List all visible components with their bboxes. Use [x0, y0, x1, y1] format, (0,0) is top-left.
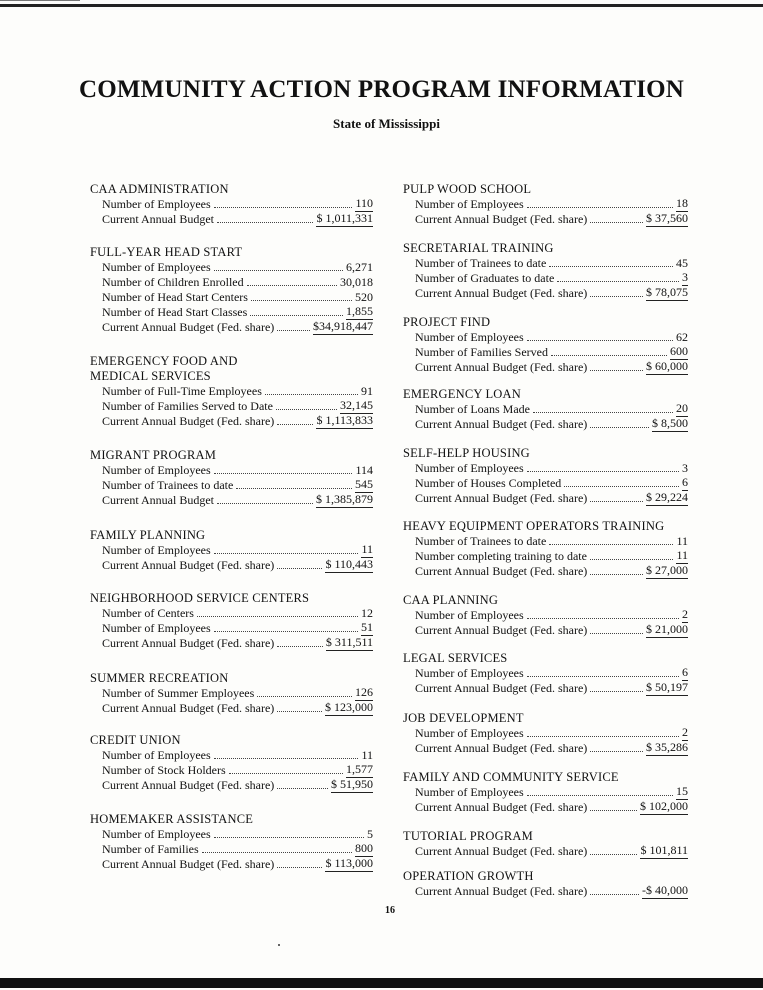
- section-title: OPERATION GROWTH: [403, 869, 534, 883]
- stat-row: [415, 681, 688, 696]
- section-title: NEIGHBORHOOD SERVICE CENTERS: [90, 591, 310, 605]
- stat-value: 6,271: [346, 260, 373, 274]
- stat-value: $ 123,000: [325, 700, 373, 714]
- dot-leader: [527, 340, 673, 341]
- dot-leader: [527, 471, 679, 472]
- bottom-rule: [0, 978, 763, 988]
- dot-leader: [197, 616, 358, 617]
- section-project-find: [403, 315, 688, 375]
- dot-leader: [214, 758, 359, 759]
- dot-leader: [277, 424, 313, 425]
- stat-row: [415, 197, 688, 212]
- print-speck: [278, 944, 280, 946]
- stat-value: 545: [355, 477, 373, 491]
- stat-row: [102, 857, 373, 872]
- stat-value: $ 1,011,331: [316, 211, 373, 225]
- dot-leader: [590, 370, 643, 371]
- stat-label: Number of Employees: [415, 666, 524, 680]
- stat-label: Current Annual Budget (Fed. share): [102, 778, 275, 792]
- stat-label: Number of Houses Completed: [415, 476, 562, 490]
- top-edge-mark: [0, 0, 80, 1]
- dot-leader: [590, 222, 643, 223]
- section-title: SELF-HELP HOUSING: [403, 446, 530, 460]
- stat-row: [415, 461, 688, 476]
- stat-row: [415, 726, 688, 741]
- stat-label: Number of Loans Made: [415, 402, 530, 416]
- section-caa-planning: [403, 593, 688, 638]
- dot-leader: [590, 559, 673, 560]
- page-subtitle: State of Mississippi: [333, 116, 440, 131]
- section-title: SUMMER RECREATION: [90, 671, 229, 685]
- page-number: 16: [385, 905, 395, 916]
- stat-row: [102, 621, 373, 636]
- stat-row: [102, 748, 373, 763]
- page-title: COMMUNITY ACTION PROGRAM INFORMATION: [78, 76, 685, 103]
- dot-leader: [590, 633, 643, 634]
- stat-label: Number of Families: [102, 842, 199, 856]
- stat-value: 20: [676, 401, 688, 415]
- section-title: EMERGENCY LOAN: [403, 387, 521, 401]
- stat-value: $ 37,560: [646, 211, 688, 225]
- dot-leader: [265, 394, 358, 395]
- stat-row: [415, 212, 688, 227]
- stat-row: [415, 785, 688, 800]
- stat-label: Number of Employees: [102, 543, 211, 557]
- section-emergency-food-and-medical-services: [90, 354, 373, 429]
- section-family-planning: [90, 528, 373, 573]
- stat-row: [415, 345, 688, 360]
- stat-value: 2: [682, 607, 688, 621]
- section-title: SECRETARIAL TRAINING: [403, 241, 554, 255]
- section-emergency-loan: [403, 387, 688, 432]
- stat-value: $ 50,197: [646, 680, 688, 694]
- stat-label: Current Annual Budget (Fed. share): [102, 857, 275, 871]
- section-job-development: [403, 711, 688, 756]
- dot-leader: [202, 852, 352, 853]
- stat-value: $ 29,224: [646, 490, 688, 504]
- stat-label: Current Annual Budget (Fed. share): [102, 636, 275, 650]
- stat-label: Number of Employees: [415, 726, 524, 740]
- dot-leader: [549, 544, 673, 545]
- stat-row: [415, 800, 688, 815]
- stat-row: [102, 197, 373, 212]
- dot-leader: [590, 574, 643, 575]
- stat-label: Number of Employees: [102, 621, 211, 635]
- section-neighborhood-service-centers: [90, 591, 373, 651]
- stat-label: Current Annual Budget (Fed. share): [415, 417, 588, 431]
- stat-label: Number of Summer Employees: [102, 686, 255, 700]
- stat-label: Number of Families Served: [415, 345, 548, 359]
- stat-row: [415, 608, 688, 623]
- stat-row: [102, 275, 373, 290]
- dot-leader: [590, 751, 643, 752]
- stat-value: $ 1,113,833: [316, 413, 373, 427]
- dot-leader: [217, 503, 313, 504]
- stat-row: [102, 636, 373, 651]
- stat-value: $ 21,000: [646, 622, 688, 636]
- stat-value: $ 101,811: [640, 843, 688, 857]
- stat-value: 6: [682, 665, 688, 679]
- dot-leader: [590, 427, 649, 428]
- dot-leader: [527, 795, 673, 796]
- dot-leader: [251, 300, 352, 301]
- stat-row: [415, 534, 688, 549]
- stat-row: [415, 884, 688, 899]
- stat-value: 1,855: [346, 304, 373, 318]
- stat-value: 3: [682, 270, 688, 284]
- stat-value: 520: [355, 290, 373, 304]
- stat-label: Current Annual Budget (Fed. share): [415, 286, 588, 300]
- dot-leader: [590, 501, 643, 502]
- stat-row: [102, 305, 373, 320]
- dot-leader: [236, 488, 352, 489]
- section-heavy-equipment-operators-training: [403, 519, 688, 579]
- stat-label: Current Annual Budget (Fed. share): [415, 800, 588, 814]
- stat-value: 126: [355, 685, 373, 699]
- section-homemaker-assistance: [90, 812, 373, 872]
- stat-label: Current Annual Budget (Fed. share): [415, 844, 588, 858]
- dot-leader: [214, 553, 359, 554]
- stat-label: Current Annual Budget (Fed. share): [102, 558, 275, 572]
- stat-label: Number of Children Enrolled: [102, 275, 244, 289]
- dot-leader: [247, 285, 337, 286]
- stat-value: $ 110,443: [325, 557, 373, 571]
- stat-value: 1,577: [346, 762, 373, 776]
- dot-leader: [250, 315, 343, 316]
- stat-label: Number of Employees: [415, 461, 524, 475]
- stat-value: 11: [676, 534, 688, 548]
- stat-value: 30,018: [340, 275, 373, 289]
- section-operation-growth: [403, 869, 688, 899]
- stat-row: [415, 844, 688, 859]
- dot-leader: [527, 676, 679, 677]
- section-title: HOMEMAKER ASSISTANCE: [90, 812, 254, 826]
- stat-row: [102, 778, 373, 793]
- stat-value: 32,145: [340, 398, 373, 412]
- stat-value: 45: [676, 256, 688, 270]
- stat-label: Number of Employees: [415, 197, 524, 211]
- stat-row: [415, 491, 688, 506]
- stat-value: 51: [361, 620, 373, 634]
- section-caa-administration: [90, 182, 373, 227]
- stat-label: Number of Stock Holders: [102, 763, 226, 777]
- stat-label: Number of Families Served to Date: [102, 399, 273, 413]
- dot-leader: [564, 486, 679, 487]
- stat-row: [102, 463, 373, 478]
- stat-row: [102, 478, 373, 493]
- stat-label: Number of Trainees to date: [102, 478, 234, 492]
- dot-leader: [276, 409, 337, 410]
- section-title: FAMILY AND COMMUNITY SERVICE: [403, 770, 619, 784]
- stat-label: Number completing training to date: [415, 549, 587, 563]
- stat-row: [415, 417, 688, 432]
- dot-leader: [590, 296, 643, 297]
- stat-value: $ 35,286: [646, 740, 688, 754]
- stat-label: Number of Graduates to date: [415, 271, 555, 285]
- stat-label: Current Annual Budget: [102, 493, 214, 507]
- stat-value: 6: [682, 475, 688, 489]
- stat-value: 62: [676, 330, 688, 344]
- dot-leader: [590, 854, 637, 855]
- dot-leader: [527, 618, 679, 619]
- stat-label: Number of Centers: [102, 606, 194, 620]
- dot-leader: [277, 646, 323, 647]
- dot-leader: [214, 473, 353, 474]
- section-title: FULL-YEAR HEAD START: [90, 245, 243, 259]
- stat-row: [102, 606, 373, 621]
- section-title: PULP WOOD SCHOOL: [403, 182, 532, 196]
- section-full-year-head-start: [90, 245, 373, 335]
- stat-value: 110: [355, 196, 373, 210]
- stat-value: 11: [361, 542, 373, 556]
- stat-row: [102, 414, 373, 429]
- section-title: JOB DEVELOPMENT: [403, 711, 524, 725]
- dot-leader: [551, 355, 667, 356]
- stat-row: [415, 564, 688, 579]
- stat-value: $34,918,447: [313, 319, 373, 333]
- stat-row: [102, 701, 373, 716]
- section-title: PROJECT FIND: [403, 315, 491, 329]
- section-secretarial-training: [403, 241, 688, 301]
- stat-value: 12: [361, 606, 373, 620]
- stat-value: 11: [361, 748, 373, 762]
- dot-leader: [277, 788, 328, 789]
- stat-label: Current Annual Budget (Fed. share): [415, 564, 588, 578]
- stat-row: [415, 330, 688, 345]
- section-title: EMERGENCY FOOD AND MEDICAL SERVICES: [90, 354, 238, 383]
- stat-row: [415, 402, 688, 417]
- stat-row: [415, 271, 688, 286]
- dot-leader: [277, 867, 322, 868]
- stat-label: Number of Employees: [415, 608, 524, 622]
- stat-row: [102, 384, 373, 399]
- stat-label: Number of Employees: [415, 330, 524, 344]
- section-title: CREDIT UNION: [90, 733, 181, 747]
- stat-label: Current Annual Budget (Fed. share): [415, 741, 588, 755]
- dot-leader: [557, 281, 679, 282]
- stat-label: Number of Employees: [415, 785, 524, 799]
- stat-value: 91: [361, 384, 373, 398]
- section-legal-services: [403, 651, 688, 696]
- stat-label: Number of Head Start Classes: [102, 305, 248, 319]
- stat-label: Number of Employees: [102, 197, 211, 211]
- stat-value: $ 51,950: [331, 777, 373, 791]
- stat-value: $ 78,075: [646, 285, 688, 299]
- right-column: [403, 182, 688, 899]
- stat-value: 15: [676, 784, 688, 798]
- stat-row: [102, 260, 373, 275]
- stat-label: Current Annual Budget (Fed. share): [415, 360, 588, 374]
- section-title: FAMILY PLANNING: [90, 528, 206, 542]
- stat-row: [415, 741, 688, 756]
- stat-row: [102, 686, 373, 701]
- stat-value: -$ 40,000: [642, 883, 688, 897]
- stat-row: [415, 666, 688, 681]
- stat-label: Number of Employees: [102, 463, 211, 477]
- stat-label: Number of Full-Time Employees: [102, 384, 262, 398]
- section-title: CAA PLANNING: [403, 593, 499, 607]
- dot-leader: [277, 330, 310, 331]
- stat-row: [415, 549, 688, 564]
- stat-value: $ 113,000: [325, 856, 373, 870]
- stat-row: [102, 290, 373, 305]
- stat-row: [415, 623, 688, 638]
- section-title: TUTORIAL PROGRAM: [403, 829, 533, 843]
- stat-label: Number of Trainees to date: [415, 256, 547, 270]
- stat-value: 18: [676, 196, 688, 210]
- stat-value: $ 60,000: [646, 359, 688, 373]
- section-family-and-community-service: [403, 770, 688, 815]
- stat-row: [102, 320, 373, 335]
- stat-value: 600: [670, 344, 688, 358]
- stat-label: Current Annual Budget (Fed. share): [415, 884, 588, 898]
- stat-label: Number of Employees: [102, 260, 211, 274]
- stat-label: Current Annual Budget (Fed. share): [102, 414, 275, 428]
- stat-row: [102, 493, 373, 508]
- dot-leader: [533, 412, 673, 413]
- stat-row: [102, 543, 373, 558]
- stat-row: [415, 360, 688, 375]
- stat-row: [102, 399, 373, 414]
- stat-value: 800: [355, 841, 373, 855]
- stat-label: Current Annual Budget (Fed. share): [415, 212, 588, 226]
- dot-leader: [214, 270, 343, 271]
- section-summer-recreation: [90, 671, 373, 716]
- stat-label: Number of Trainees to date: [415, 534, 547, 548]
- dot-leader: [214, 837, 364, 838]
- section-title: CAA ADMINISTRATION: [90, 182, 229, 196]
- stat-label: Current Annual Budget (Fed. share): [415, 623, 588, 637]
- section-self-help-housing: [403, 446, 688, 506]
- dot-leader: [214, 207, 353, 208]
- section-title: MIGRANT PROGRAM: [90, 448, 217, 462]
- dot-leader: [590, 691, 643, 692]
- stat-label: Number of Employees: [102, 827, 211, 841]
- section-title: LEGAL SERVICES: [403, 651, 508, 665]
- dot-leader: [217, 222, 313, 223]
- stat-row: [102, 827, 373, 842]
- stat-label: Current Annual Budget (Fed. share): [415, 681, 588, 695]
- stat-value: $ 8,500: [652, 416, 688, 430]
- stat-row: [415, 476, 688, 491]
- dot-leader: [590, 810, 637, 811]
- stat-row: [102, 763, 373, 778]
- section-pulp-wood-school: [403, 182, 688, 227]
- dot-leader: [214, 631, 358, 632]
- stat-label: Current Annual Budget (Fed. share): [415, 491, 588, 505]
- dot-leader: [229, 773, 343, 774]
- stat-value: $ 1,385,879: [316, 492, 373, 506]
- stat-value: $ 27,000: [646, 563, 688, 577]
- stat-value: 3: [682, 461, 688, 475]
- section-tutorial-program: [403, 829, 688, 859]
- stat-value: 114: [355, 463, 373, 477]
- dot-leader: [527, 207, 673, 208]
- stat-label: Current Annual Budget: [102, 212, 214, 226]
- dot-leader: [590, 894, 639, 895]
- stat-label: Number of Employees: [102, 748, 211, 762]
- dot-leader: [277, 568, 322, 569]
- left-column: [90, 182, 373, 872]
- dot-leader: [549, 266, 673, 267]
- stat-label: Number of Head Start Centers: [102, 290, 248, 304]
- stat-value: 5: [367, 827, 373, 841]
- stat-row: [415, 286, 688, 301]
- stat-row: [102, 842, 373, 857]
- dot-leader: [257, 696, 352, 697]
- stat-value: 11: [676, 548, 688, 562]
- stat-label: Current Annual Budget (Fed. share): [102, 320, 275, 334]
- stat-row: [102, 558, 373, 573]
- stat-row: [415, 256, 688, 271]
- dot-leader: [277, 711, 322, 712]
- stat-row: [102, 212, 373, 227]
- section-title: HEAVY EQUIPMENT OPERATORS TRAINING: [403, 519, 665, 533]
- dot-leader: [527, 736, 679, 737]
- stat-label: Current Annual Budget (Fed. share): [102, 701, 275, 715]
- section-migrant-program: [90, 448, 373, 508]
- section-credit-union: [90, 733, 373, 793]
- top-rule: [0, 4, 763, 7]
- stat-value: $ 102,000: [640, 799, 688, 813]
- stat-value: $ 311,511: [325, 635, 373, 649]
- stat-value: 2: [682, 725, 688, 739]
